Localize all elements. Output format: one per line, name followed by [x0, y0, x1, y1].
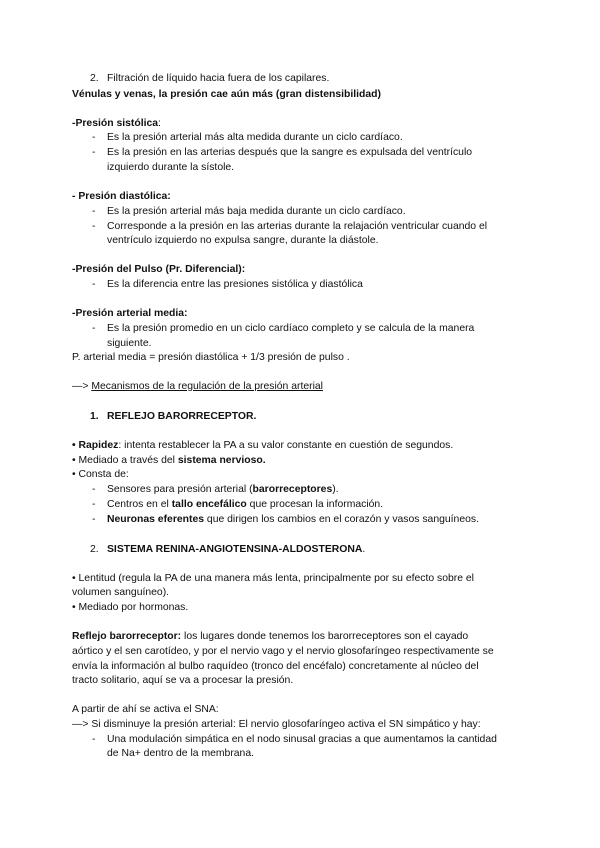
mecanismos-title: Mecanismos de la regulación de la presión arterial: [91, 381, 323, 392]
text: los lugares donde tenemos los barorreceptores son el cayado: [181, 631, 469, 642]
paragraph-line: [72, 630, 468, 643]
heading-venulas: Vénulas y venas, la presión cae aún más (gran distensibilidad): [72, 89, 381, 100]
list-number: 2.: [90, 544, 99, 555]
bold-text: sistema nervioso.: [177, 455, 266, 466]
list-number: 2.: [90, 73, 99, 84]
bullet-text: Es la presión en las arterias después que la sangre es expulsada del ventrículo: [107, 147, 473, 158]
mecanismos-heading: [72, 380, 323, 393]
bullet-centros: [107, 498, 383, 511]
section-title: -Presión sistólica: [72, 118, 159, 129]
section-diastolica-title: - Presión diastólica:: [72, 191, 171, 202]
bullet-text: Es la diferencia entre las presiones sistólica y diastólica: [107, 279, 363, 290]
text: que procesan la información.: [246, 499, 384, 510]
paragraph-line: tracto solitario, aquí se va a procesar la presión.: [72, 675, 294, 686]
reflejo-mediado: [72, 454, 266, 467]
renina-hormonas: • Mediado por hormonas.: [72, 602, 189, 613]
bullet-text: Una modulación simpática en el nodo sinusal gracias a que aumentamos la cantidad: [107, 734, 497, 745]
text: .: [362, 544, 366, 555]
section-sistolica-title: [72, 117, 161, 130]
paragraph-line: aórtico y el sen carotídeo, y por el nervio vago y el nervio glosofaríngeo respectivamente se: [72, 646, 494, 657]
colon: :: [158, 118, 161, 129]
renina-lentitud: • Lentitud (regula la PA de una manera más lenta, principalmente por su efecto sobre el: [72, 573, 474, 584]
text: • Mediado a través del: [72, 455, 178, 466]
bullet-text: Corresponde a la presión en las arterias durante la relajación ventricular cuando el: [107, 221, 488, 232]
bullet-neuronas: [107, 513, 479, 526]
section-pulso-title: -Presión del Pulso (Pr. Diferencial):: [72, 264, 246, 275]
dash-bullet: -: [92, 132, 96, 143]
dash-bullet: -: [92, 734, 96, 745]
reflejo-consta: • Consta de:: [72, 469, 129, 480]
renina-title: [107, 543, 365, 556]
dash-bullet: -: [92, 514, 96, 525]
bullet-sensores: [107, 483, 339, 496]
renina-lentitud-cont: volumen sanguíneo).: [72, 587, 170, 598]
bold-lead: • Rapidez: [72, 440, 119, 451]
sna-line: —> Si disminuye la presión arterial: El nervio glosofaríngeo activa el SN simpático y hay:: [72, 719, 481, 730]
dash-bullet: -: [92, 323, 96, 334]
bullet-text-cont: de Na+ dentro de la membrana.: [107, 748, 255, 759]
paragraph-line: envía la información al bulbo raquídeo (tronco del encéfalo) concretamente al núcleo del: [72, 661, 479, 672]
dash-bullet: -: [92, 221, 96, 232]
bold-text: tallo encefálico: [171, 499, 247, 510]
dash-bullet: -: [92, 484, 96, 495]
sna-line: A partir de ahí se activa el SNA:: [72, 704, 219, 715]
text: Sensores para presión arterial (: [107, 484, 253, 495]
bold-text: barorreceptores: [252, 484, 333, 495]
reflejo-title: REFLEJO BARORRECEPTOR.: [107, 411, 257, 422]
text: que dirigen los cambios en el corazón y vasos sanguíneos.: [204, 514, 479, 525]
arrow: —>: [72, 381, 92, 392]
section-media-title: -Presión arterial media:: [72, 308, 188, 319]
list-text: Filtración de líquido hacia fuera de los capilares.: [107, 73, 330, 84]
bullet-text-cont: ventrículo izquierdo no expulsa sangre, durante la diástole.: [107, 235, 379, 246]
text: ).: [332, 484, 339, 495]
text: : intenta restablecer la PA a su valor constante en cuestión de segundos.: [118, 440, 454, 451]
bullet-text: Es la presión promedio en un ciclo cardíaco completo y se calcula de la manera: [107, 323, 475, 334]
bold-text: Neuronas eferentes: [107, 514, 205, 525]
text: Centros en el: [107, 499, 172, 510]
list-number: 1.: [90, 411, 99, 422]
dash-bullet: -: [92, 279, 96, 290]
bullet-text-cont: siguiente.: [107, 338, 152, 349]
bold-text: SISTEMA RENINA-ANGIOTENSINA-ALDOSTERONA: [107, 544, 363, 555]
dash-bullet: -: [92, 499, 96, 510]
reflejo-rapidez: [72, 439, 453, 452]
bullet-text: Es la presión arterial más alta medida durante un ciclo cardíaco.: [107, 132, 403, 143]
bullet-text: Es la presión arterial más baja medida durante un ciclo cardíaco.: [107, 206, 406, 217]
dash-bullet: -: [92, 147, 96, 158]
dash-bullet: -: [92, 206, 96, 217]
bullet-text-cont: izquierdo durante la sístole.: [107, 162, 235, 173]
bold-lead: Reflejo barorreceptor:: [72, 631, 182, 642]
formula-text: P. arterial media = presión diastólica + 1/3 presión de pulso .: [72, 352, 350, 363]
